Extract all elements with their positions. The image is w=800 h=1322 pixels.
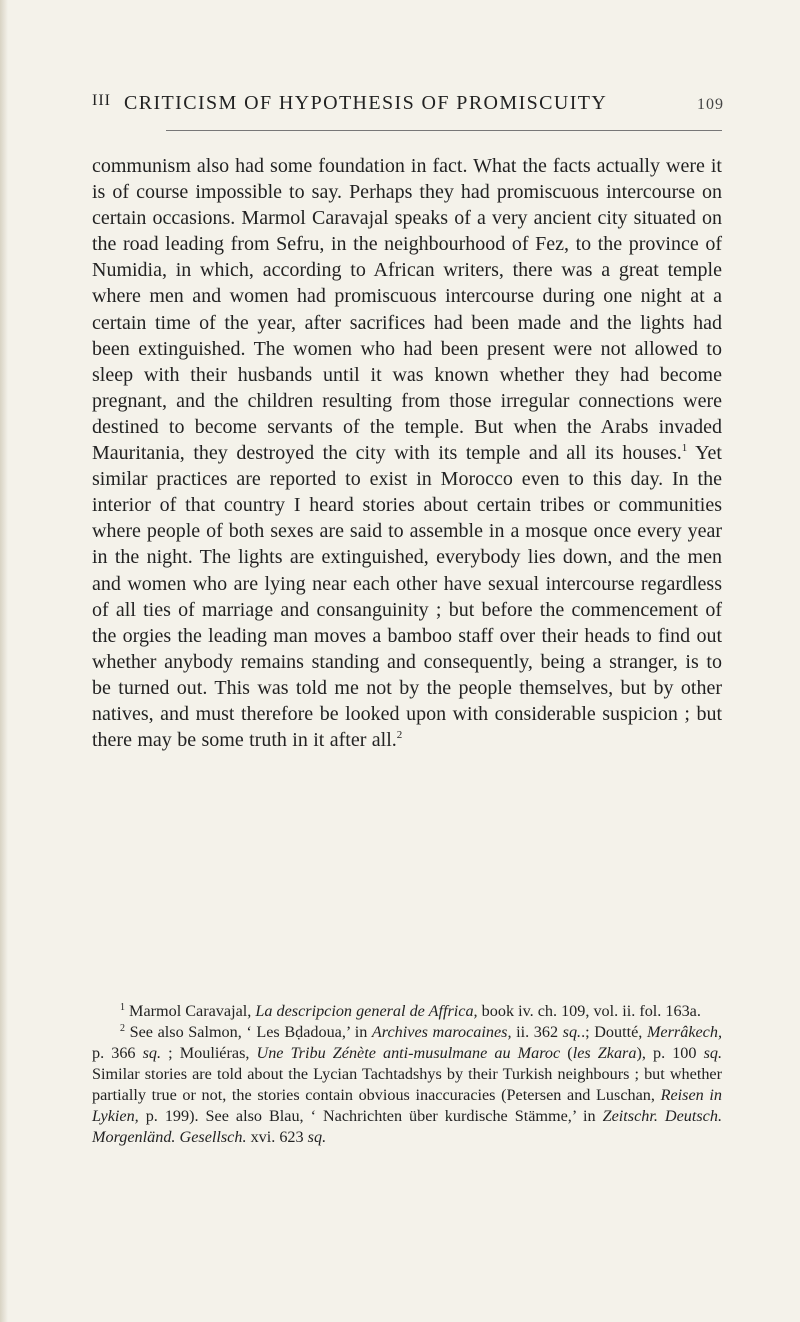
footnote-ref-1: 1	[681, 442, 688, 455]
footnote-2-italic: sq.	[703, 1044, 723, 1062]
footnote-2-italic: Merrâkech,	[646, 1023, 723, 1041]
footnote-2-marker: 2	[120, 1023, 125, 1034]
footnote-1-title: La descripcion general de Affrica,	[255, 1002, 478, 1020]
footnote-2-text: ; Mouliéras,	[161, 1044, 257, 1062]
footnote-2-text: See also Salmon, ‘ Les Bḍadoua,’ in	[129, 1023, 372, 1041]
footnote-2-italic: les Zkara	[572, 1044, 637, 1062]
footnote-2-italic: sq.	[562, 1023, 582, 1041]
footnote-2-text: xvi. 623	[246, 1128, 308, 1146]
body-text-part-2: Yet similar practices are reported to exist in Morocco even to this day. In the interior of that country I heard stories about certain tribes or communities where people of both sexes are said to assemble in a mosque once every year in the night. The lights are extinguished, everybody lies down, and the men and women who are lying near each other have sexual intercourse regardless of all ties of marriage and consanguinity ; but before the commencement of the orgies the leading man moves a bamboo staff over their heads to find out whether anybody remains standing and consequently, being a stranger, is to be turned out. This was told me not by the people themselves, but by other natives, and must therefore be looked upon with considerable suspicion ; but there may be some truth in it after all.	[92, 442, 722, 752]
footnote-2	[92, 1022, 722, 1148]
footnote-2-text: (	[560, 1044, 573, 1062]
running-header	[92, 92, 722, 118]
footnote-1-text: Marmol Caravajal,	[129, 1002, 256, 1020]
footnote-1-text-end: book iv. ch. 109, vol. ii. fol. 163a.	[477, 1002, 701, 1020]
footnotes	[92, 1001, 722, 1148]
running-title: CRITICISM OF HYPOTHESIS OF PROMISCUITY	[124, 92, 608, 114]
footnote-2-italic: Archives marocaines,	[371, 1023, 512, 1041]
footnote-1	[92, 1001, 722, 1022]
footnote-2-text: p. 366	[92, 1044, 143, 1062]
footnote-ref-2: 2	[396, 729, 403, 742]
footnote-2-italic: Reisen in Lykien,	[92, 1086, 722, 1125]
page-edge-shadow	[0, 0, 8, 1322]
header-rule	[166, 130, 722, 131]
body-text	[92, 153, 722, 753]
footnote-2-text: .; Doutté,	[581, 1023, 647, 1041]
footnote-2-text: ), p. 100	[636, 1044, 704, 1062]
page-number: 109	[697, 96, 724, 113]
footnote-2-italic: Une Tribu Zénète anti-musulmane au Maroc	[256, 1044, 561, 1062]
body-paragraph	[92, 153, 722, 753]
footnote-2-text: Similar stories are told about the Lycian Tachtadshys by their Turkish neighbours ; but whether partially true or not, the stories contain obvious inaccuracies (Petersen and Luschan,	[92, 1065, 722, 1104]
footnote-2-text: ii. 362	[511, 1023, 563, 1041]
body-text-part-1: communism also had some foundation in fact. What the facts actually were it is of course impossible to say. Perhaps they had promiscuous intercourse on certain occasions. Marmol Caravajal speaks of a very ancient city situated on the road leading from Sefru, in the neighbourhood of Fez, to the province of Numidia, in which, according to African writers, there was a great temple where men and women had promiscuous intercourse during one night at a certain time of the year, after sacrifices had been made and the lights had been extinguished. The women who had been present were not allowed to sleep with their husbands until it was known whether they had become pregnant, and the children resulting from those irregular connections were destined to become servants of the temple. But when the Arabs invaded Mauritania, they destroyed the city with its temple and all its houses.	[92, 155, 722, 465]
footnote-2-italic: Zeitschr. Deutsch. Morgenländ. Gesellsch.	[92, 1107, 722, 1146]
footnote-2-text: p. 199). See also Blau, ‘ Nachrichten über kurdische Stämme,’ in	[138, 1107, 603, 1125]
footnote-1-marker: 1	[120, 1002, 125, 1013]
chapter-number: III	[92, 92, 111, 109]
footnote-2-italic: sq.	[307, 1128, 327, 1146]
footnote-2-italic: sq.	[142, 1044, 162, 1062]
